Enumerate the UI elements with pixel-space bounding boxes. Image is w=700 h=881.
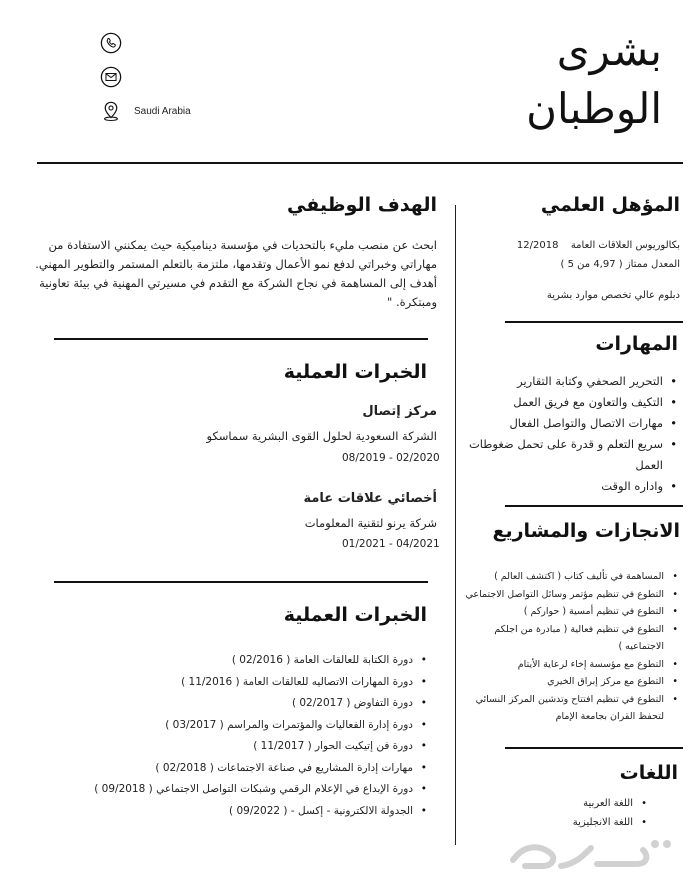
job-period: 08/2019 - 02/2020 — [342, 452, 440, 464]
column-divider — [455, 205, 456, 845]
achievements-divider — [505, 747, 683, 749]
last-name: الوطبان — [526, 84, 662, 133]
location-text: Saudi Arabia — [134, 105, 191, 117]
first-name: بشرى — [556, 26, 662, 75]
achievements-title: الانجازات والمشاريع — [492, 520, 680, 542]
list-item: • واداره الوقت — [467, 476, 677, 497]
list-item: • التحرير الصحفي وكتابة التقارير — [467, 371, 677, 392]
list-item: • الجدولة الالكترونية - إكسل - ( 09/2022 ) — [87, 801, 427, 823]
list-item: • التطوع في تنظيم فعالية ( مبادرة من اجلكم الاجتماعيه ) — [460, 621, 678, 656]
list-item: • دورة الكتابة للعالقات العامة ( 02/2016 ) — [87, 650, 427, 672]
languages-title: اللغات — [619, 762, 678, 784]
objective-title: الهدف الوظيفي — [287, 194, 437, 216]
list-item: • التطوع مع مركز إبراق الخيري — [460, 673, 678, 691]
list-item: • دورة المهارات الاتصاليه للعالقات العامة ( 11/2016 ) — [87, 672, 427, 694]
education-degree: بكالوريوس العلاقات العامة — [570, 240, 680, 251]
education-degree-row — [480, 240, 680, 251]
education-title: المؤهل العلمي — [540, 194, 680, 216]
experience-divider — [54, 581, 428, 583]
education-diploma: دبلوم عالي تخصص موارد بشرية — [546, 290, 680, 301]
watermark-logo — [505, 830, 675, 878]
list-item: • التكيف والتعاون مع فريق العمل — [467, 392, 677, 413]
list-item: • سريع التعلم و قدرة على تحمل ضغوطات العمل — [467, 434, 677, 476]
location-pin-icon — [100, 100, 122, 122]
list-item: • دورة الإبداع في الإعلام الرقمي وشبكات التواصل الاجتماعي ( 09/2018 ) — [87, 779, 427, 801]
languages-list — [487, 794, 647, 832]
job-company: شركة يرنو لتقنية المعلومات — [304, 516, 437, 530]
list-item: • دورة فن إتيكيت الحوار ( 11/2017 ) — [87, 736, 427, 758]
job-company: الشركة السعودية لحلول القوى البشرية سماسكو — [206, 429, 437, 443]
education-divider — [505, 321, 683, 323]
mail-icon — [100, 66, 122, 88]
job-role: أخصائي علاقات عامة — [303, 491, 437, 506]
list-item: • دورة إدارة الفعاليات والمؤتمرات والمراسم ( 03/2017 ) — [87, 715, 427, 737]
phone-icon — [100, 32, 122, 54]
objective-text: ابحث عن منصب مليء بالتحديات في مؤسسة ديناميكية حيث يمكنني الاستفادة من مهاراتي وخبراتي لدفع نمو الأعمال وتقدمها، ملتزمة بالتعلم المستمر والتطوير المهني. أهدف إلى المساهمة في نجاح الشركة مع التقدم في مسيرتي المهنية في بيئة تعاونية ومبتكرة. " — [35, 238, 437, 309]
list-item: • اللغة الانجليزية — [487, 813, 647, 832]
list-item: • التطوع في تنظيم مؤتمر وسائل التواصل الاجتماعي — [460, 586, 678, 604]
education-degree-year: 12/2018 — [516, 240, 559, 251]
courses-title: الخبرات العملية — [283, 604, 427, 626]
skills-title: المهارات — [595, 333, 678, 355]
experience-title: الخبرات العملية — [283, 361, 427, 383]
objective-divider — [54, 338, 428, 340]
achievements-list — [460, 568, 678, 726]
list-item: • مهارات إدارة المشاريع في صناعة الاجتماعات ( 02/2018 ) — [87, 758, 427, 780]
skills-divider — [505, 505, 683, 507]
list-item: • مهارات الاتصال والتواصل الفعال — [467, 413, 677, 434]
location-contact — [100, 100, 191, 122]
header-divider — [37, 162, 683, 164]
list-item: • المساهمة في تأليف كتاب ( اكتشف العالم ) — [460, 568, 678, 586]
job-period: 01/2021 - 04/2021 — [342, 538, 440, 550]
courses-list — [87, 650, 427, 822]
list-item: • التطوع في تنظيم أمسية ( حواركم ) — [460, 603, 678, 621]
job-role: مركز إتصال — [362, 404, 437, 419]
phone-contact[interactable] — [100, 32, 122, 54]
email-contact[interactable] — [100, 66, 122, 88]
education-gpa: المعدل ممتاز ( 4,97 من 5 ) — [560, 259, 680, 270]
list-item: • التطوع في تنظيم افتتاح وتدشين المركز النسائي لتحفظ القران بجامعة الإمام — [460, 691, 678, 726]
list-item: • اللغة العربية — [487, 794, 647, 813]
list-item: • التطوع مع مؤسسة إخاء لرعاية الأيتام — [460, 656, 678, 674]
list-item: • دورة التفاوض ( 02/2017 ) — [87, 693, 427, 715]
skills-list — [467, 371, 677, 497]
